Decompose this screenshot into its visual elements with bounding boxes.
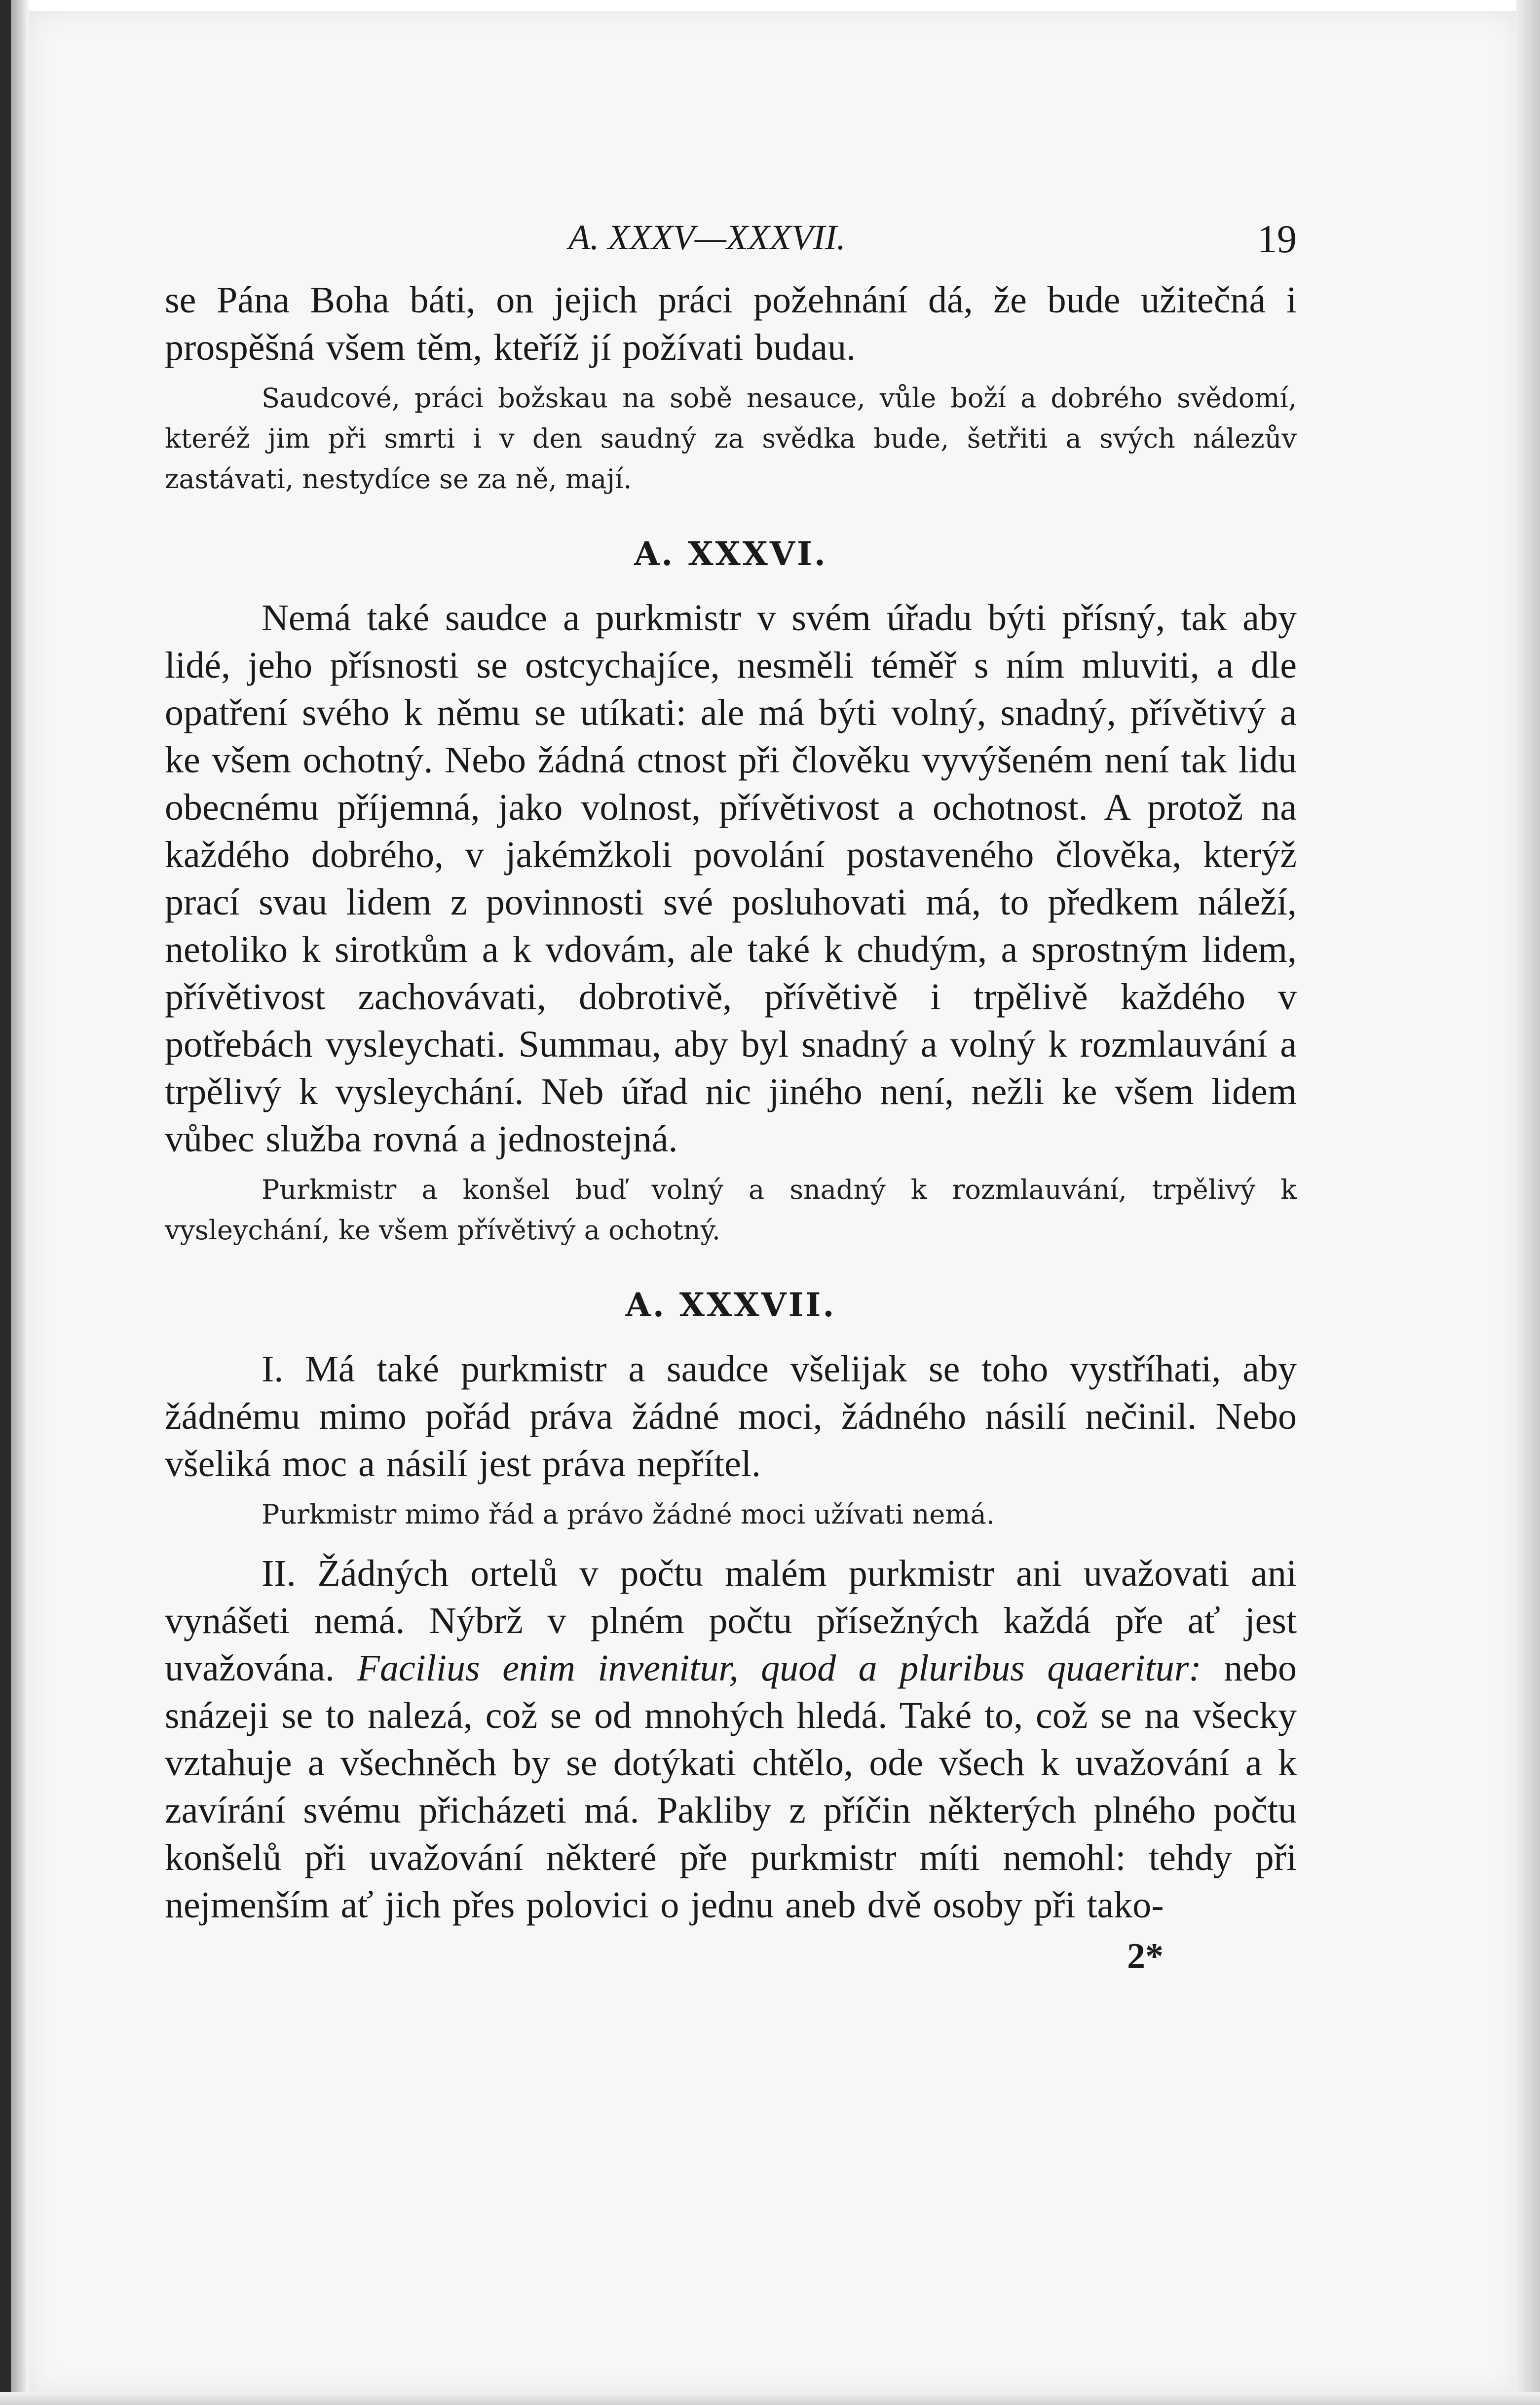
article-37-section-1: I. Má také purkmistr a saudce všelijak se toho vystříhati, aby žádnému mimo pořád práva žádné moci, žádného násilí nečinil. Nebo všeliká moc a násilí jest práva nepřítel. [165, 1348, 1297, 1485]
text-block [165, 212, 1297, 1978]
spine-shadow [11, 0, 31, 2405]
page-bottom-edge [0, 2392, 1540, 2405]
section-2-text-end: nebo snázeji se to nalezá, což se od mnohých hledá. Také to, což se na všecky vztahuje a všechněch by se dotýkati chtělo, ode všech k uvažování a k zavírání svému přicházeti má. Pakliby z příčin některých plného počtu konšelů při uvažování některé pře purkmistr míti nemohl: tehdy při nejmenším ať jich přes polovici o jednu aneb dvě osoby při tako- [165, 1647, 1297, 1926]
page-right-edge [1516, 0, 1540, 2405]
latin-quotation: Facilius enim invenitur, quod a pluribus quaeritur: [357, 1647, 1202, 1689]
article-37-section-2 [165, 1550, 1297, 1929]
article-36-paragraph: Nemá také saudce a purkmistr v svém úřadu býti přísný, tak aby lidé, jeho přísnosti se ostcychajíce, nesměli téměř s ním mluviti, a dle opatření svého k němu se utíkati: ale má býti volný, snadný, přívětivý a ke všem ochotný. Nebo žádná ctnost při člověku vyvýšeném není tak lidu obecnému příjemná, jako volnost, přívětivost a ochotnost. A protož na každého dobrého, v jakémžkoli povolání postaveného člověka, kterýž prací svau lidem z povinnosti své posluhovati má, to předkem náleží, netoliko k sirotkům a k vdovám, ale také k chudým, a sprostným lidem, přívětivost zachovávati, dobrotivě, přívětivě i trpělivě každého v potřebách vysleychati. Summau, aby byl snadný a volný k rozmlauvání a trpělivý k vysleychání. Neb úřad nic jiného není, nežli ke všem lidem vůbec služba rovná a jednostejná. [165, 597, 1297, 1160]
running-head-title: A. XXXV—XXXVII. [568, 218, 846, 257]
continuation-summary: Saudcové, práci božskau na sobě nesauce, vůle boží a dobrého svědomí, kteréž jim při smrti i v den saudný za svědka bude, šetřiti a svých nálezův zastávati, nestydíce se za ně, mají. [165, 382, 1297, 495]
page-number: 19 [1257, 218, 1297, 261]
signature-mark: 2* [1127, 1936, 1164, 1977]
running-head [165, 212, 1297, 276]
article-36-summary: Purkmistr a konšel buď volný a snadný k rozmlauvání, trpělivý k vysleychání, ke všem přívětivý a ochotný. [165, 1174, 1297, 1246]
continuation-paragraph: se Pána Boha báti, on jejich práci požehnání dá, že bude užitečná i prospěšná všem těm, kteříž jí požívati budau. [165, 279, 1297, 368]
article-37-summary-1: Purkmistr mimo řád a právo žádné moci užívati nemá. [262, 1499, 995, 1530]
section-2-text-start: II. Žádných ortelů v počtu malém purkmistr ani uvažovati ani vynášeti nemá. Nýbrž v plném počtu přísežných každá pře ať jest uvažována. [165, 1553, 1297, 1689]
book-spine-edge [0, 0, 11, 2405]
article-37-heading: A. XXXVII. [625, 1286, 836, 1324]
article-36-heading: A. XXXVI. [634, 534, 827, 573]
